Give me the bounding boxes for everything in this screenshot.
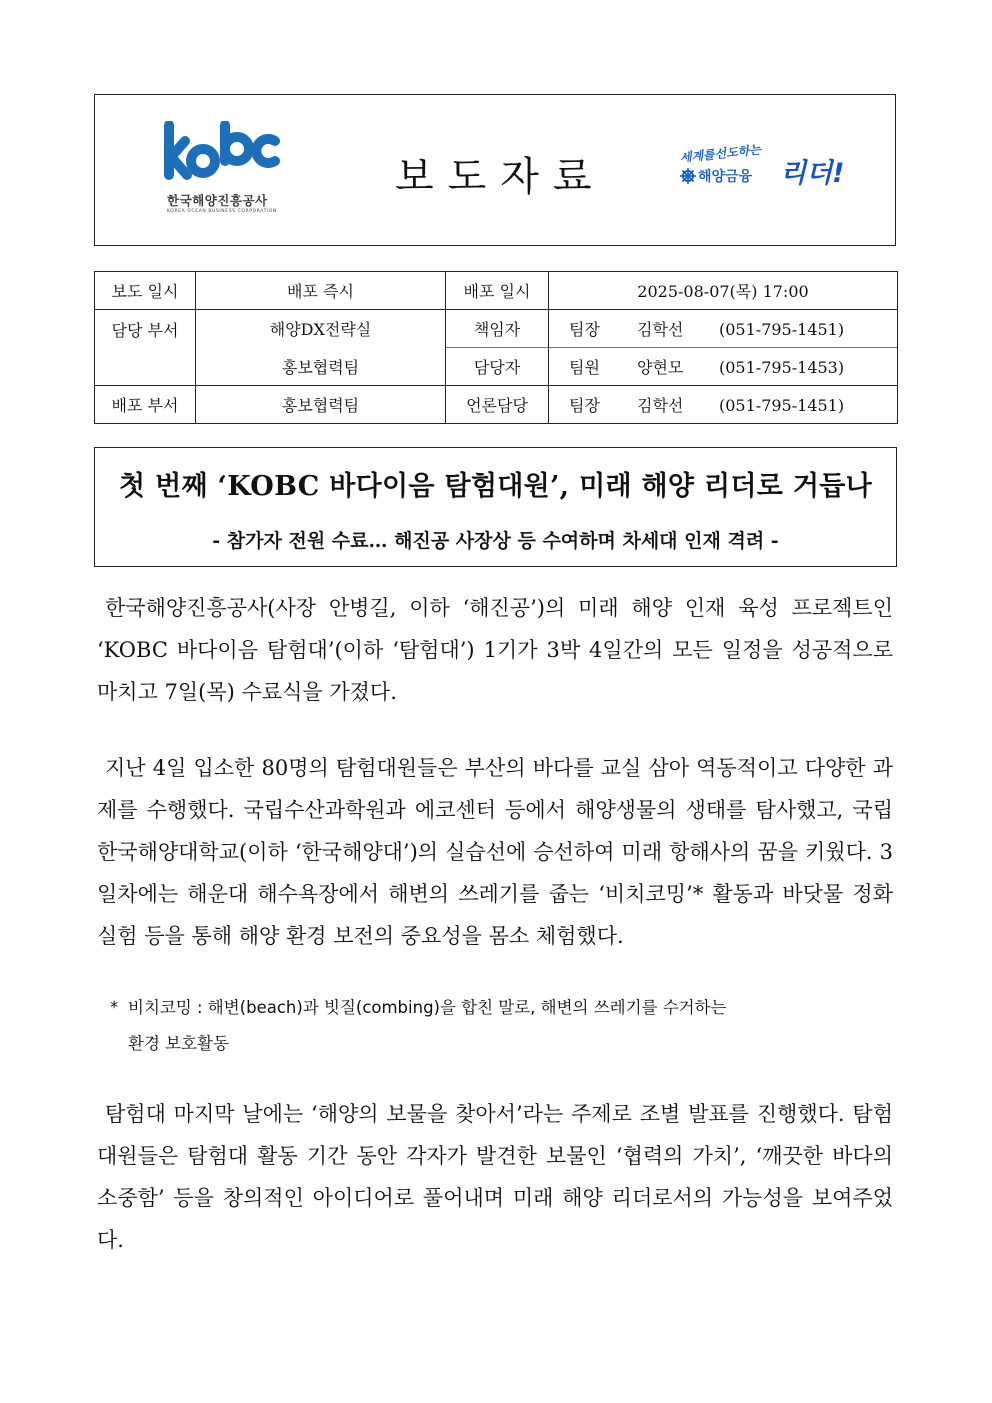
press-release-header	[94, 94, 896, 246]
slogan-top-text: 세계를선도하는	[679, 142, 762, 165]
contact-label: 담당자	[446, 348, 549, 386]
distribution-date-value: 2025-08-07(목) 17:00	[549, 272, 898, 310]
release-time-label: 보도 일시	[95, 272, 196, 310]
department-label: 담당 부서	[95, 310, 196, 386]
table-row	[95, 348, 898, 386]
slogan-logo	[679, 142, 865, 201]
press-label: 언론담당	[446, 386, 549, 424]
article-title-box	[94, 447, 897, 567]
footnote-text-2: 환경 보호활동	[128, 1034, 229, 1053]
responsible-phone: (051-795-1451)	[719, 320, 845, 339]
table-row	[95, 310, 898, 348]
kobc-logo	[163, 121, 285, 221]
footnote-text-1: 비치코밍 : 해변(beach)과 빗질(combing)을 합친 말로, 해변의 쓰레기를 수거하는	[128, 998, 727, 1017]
responsible-contact	[549, 310, 898, 348]
press-name: 김학선	[637, 396, 684, 415]
table-row	[95, 272, 898, 310]
contact-name: 양현모	[637, 358, 684, 377]
contact-role: 팀원	[569, 358, 600, 377]
press-role: 팀장	[569, 396, 600, 415]
press-contact	[549, 386, 898, 424]
paragraph-3-text: 탐험대 마지막 날에는 ‘해양의 보물을 찾아서’라는 주제로 조별 발표를 진행했다. 탐험대원들은 탐험대 활동 기간 동안 각자가 발견한 보물인 ‘협력의 가치’, ‘깨끗한 바다의 소중함’ 등을 창의적인 아이디어로 풀어내며 미래 해양 리더로서의 가능성을 보여주었다.	[97, 1102, 893, 1252]
document-type-title: 보도자료	[395, 154, 606, 200]
department-line1: 해양DX전략실	[196, 310, 446, 348]
footnote-line-1	[110, 990, 893, 1026]
table-row	[95, 386, 898, 424]
responsible-role: 팀장	[569, 320, 600, 339]
release-time-value: 배포 즉시	[196, 272, 446, 310]
logo-english-name: KOREA OCEAN BUSINESS CORPORATION	[167, 209, 277, 214]
logo-korean-name: 한국해양진흥공사	[167, 193, 268, 208]
responsible-label: 책임자	[446, 310, 549, 348]
contact-phone: (051-795-1453)	[719, 358, 845, 377]
paragraph-2	[97, 747, 893, 957]
slogan-big-text: 리더!	[780, 158, 845, 189]
article-headline: 첫 번째 ‘KOBC 바다이음 탐험대원’, 미래 해양 리더로 거듭나	[119, 471, 872, 502]
paragraph-1-text: 한국해양진흥공사(사장 안병길, 이하 ‘해진공’)의 미래 해양 인재 육성 프로젝트인 ‘KOBC 바다이음 탐험대’(이하 ‘탐험대’) 1기가 3박 4일간의 모든 일정을 성공적으로 마치고 7일(목) 수료식을 가졌다.	[97, 596, 893, 704]
article-subheadline: - 참가자 전원 수료… 해진공 사장상 등 수여하며 차세대 인재 격려 -	[212, 530, 779, 552]
paragraph-3	[97, 1093, 893, 1261]
paragraph-2-text: 지난 4일 입소한 80명의 탐험대원들은 부산의 바다를 교실 삼아 역동적이고 다양한 과제를 수행했다. 국립수산과학원과 에코센터 등에서 해양생물의 생태를 탐사했고, 국립한국해양대학교(이하 ‘한국해양대’)의 실습선에 승선하여 미래 항해사의 꿈을 키웠다. 3일차에는 해운대 해수욕장에서 해변의 쓰레기를 줍는 ‘비치코밍’* 활동과 바닷물 정화 실험 등을 통해 해양 환경 보전의 중요성을 몸소 체험했다.	[97, 756, 893, 948]
department-line2: 홍보협력팀	[196, 348, 446, 386]
distribution-date-label: 배포 일시	[446, 272, 549, 310]
contact-person	[549, 348, 898, 386]
footnote	[110, 990, 893, 1062]
ship-wheel-icon	[680, 168, 696, 184]
slogan-middle-text: 해양금융	[698, 169, 753, 185]
responsible-name: 김학선	[637, 320, 684, 339]
footnote-marker: *	[110, 998, 119, 1017]
distribution-dept-label: 배포 부서	[95, 386, 196, 424]
release-info-table	[94, 271, 898, 424]
paragraph-1	[97, 587, 893, 713]
distribution-dept-value: 홍보협력팀	[196, 386, 446, 424]
kobc-logo-mark	[163, 121, 285, 187]
press-phone: (051-795-1451)	[719, 396, 845, 415]
